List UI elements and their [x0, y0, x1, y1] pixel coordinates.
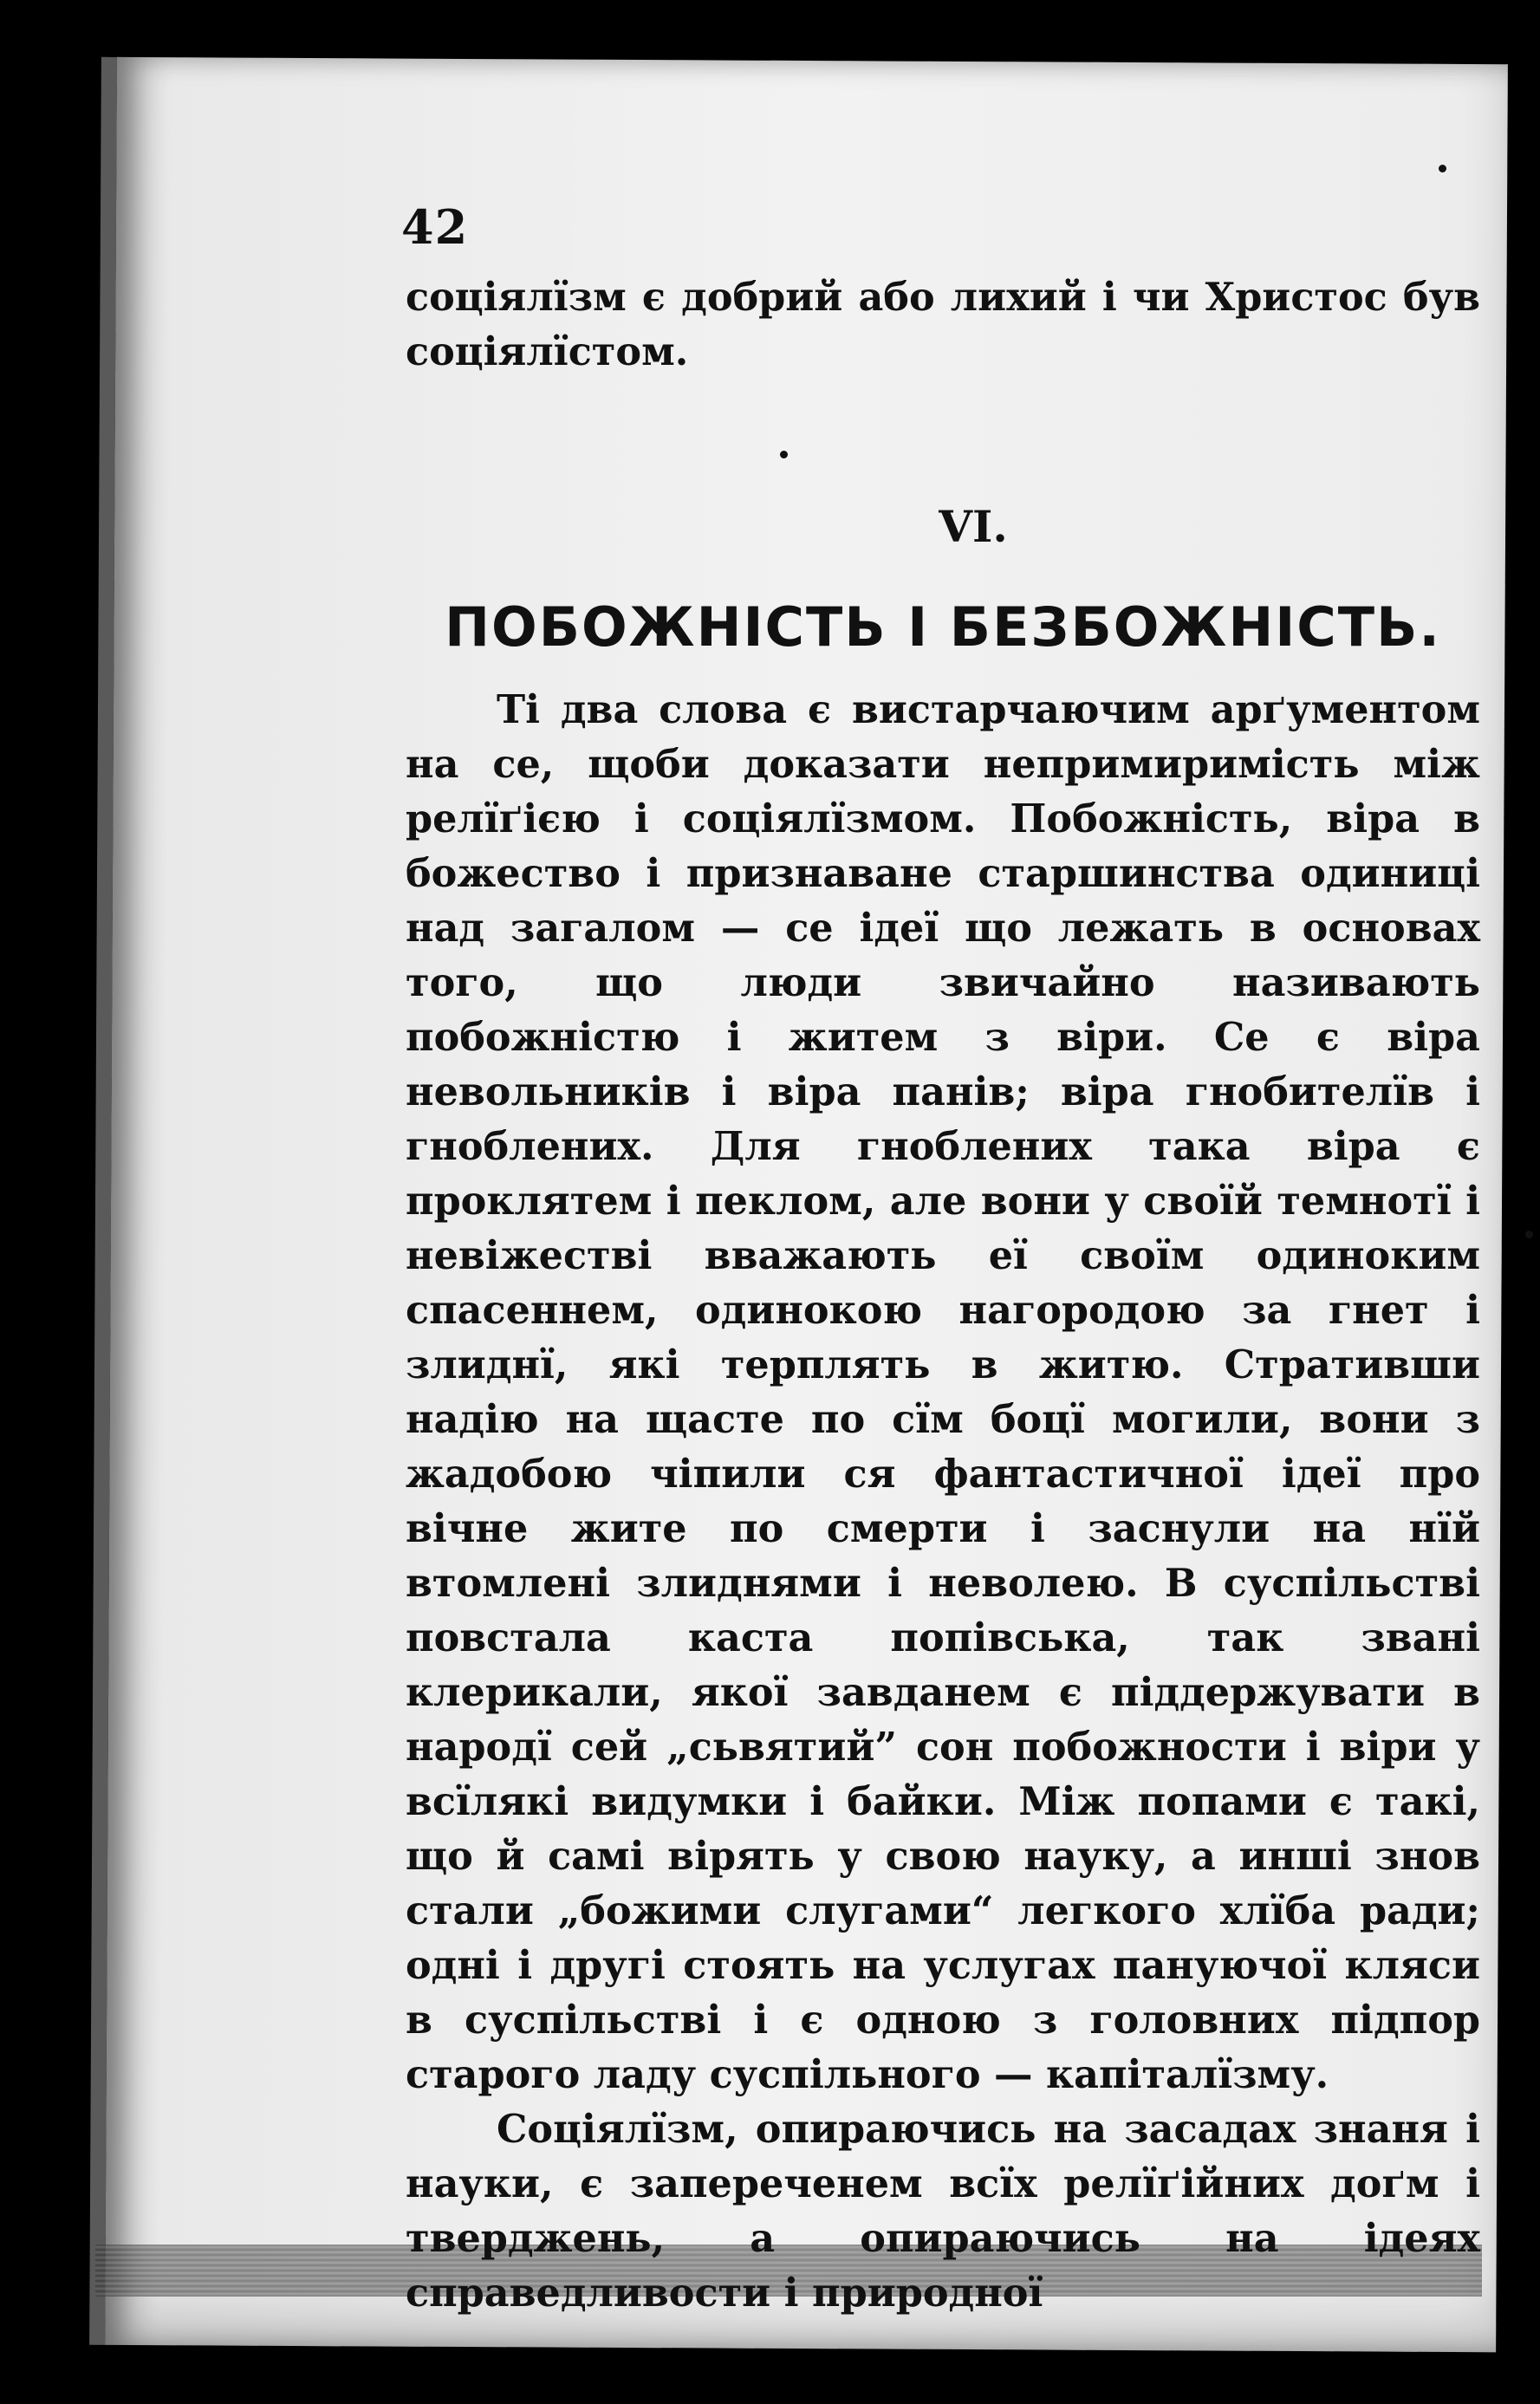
page-number: 42: [401, 199, 469, 255]
chapter-number: VI.: [939, 501, 1008, 552]
carryover-paragraph: соціялїзм є добрий або лихий і чи Христос був соціялїстом.: [406, 275, 1480, 374]
body-paragraph-1: Ті два слова є вистарчаючим арґументом на се, щоби доказати непримиримість між релїґією і соціялїзмом. Побожність, віра в божество і признаване старшинства одиниці над загалом — се ідеї що лежать в основах того, що люди звичайно називають побожністю і житем з віри. Се є віра невольників і віра панів; віра гнобителїв і гноблених. Для гноблених така віра є проклятем і пеклом, але вони у своїй темнотї і невіжестві вважають еї своїм одиноким спасеннем, одинокою нагородою за гнет і злиднї, які терплять в житю. Стративши надію на щасте по сїм боцї могили, вони з жадобою чіпили ся фантастичної ідеї про вічне жите по смерти і заснули на нїй втомлені злиднями і неволею. В суспільстві повстала каста попівська, так звані клерикали, якої завданем є піддержувати в народї сей „сьвятий” сон побожности і віри у всїлякі видумки і байки. Між попами є такі, що й самі вірять у свою науку, а инші знов стали „божими слугами“ легкого хлїба ради; одні і другі стоять на услугах пануючої кляси в суспільстві і є одною з головних підпор старого ладу суспільного — капіталїзму.: [406, 687, 1480, 2097]
page-content: [401, 199, 1480, 2321]
body-paragraph-2: Соціялїзм, опираючись на засадах знаня і науки, є запереченем всїх релїґійних доґм і тверджень, а опираючись на ідеях справедливости і природної: [406, 2107, 1480, 2316]
chapter-title: ПОБОЖНІСТЬ І БЕЗБОЖНІСТЬ.: [445, 595, 1441, 659]
print-speck: [780, 451, 788, 458]
print-speck: [1525, 1231, 1533, 1238]
print-speck: [1439, 165, 1446, 172]
